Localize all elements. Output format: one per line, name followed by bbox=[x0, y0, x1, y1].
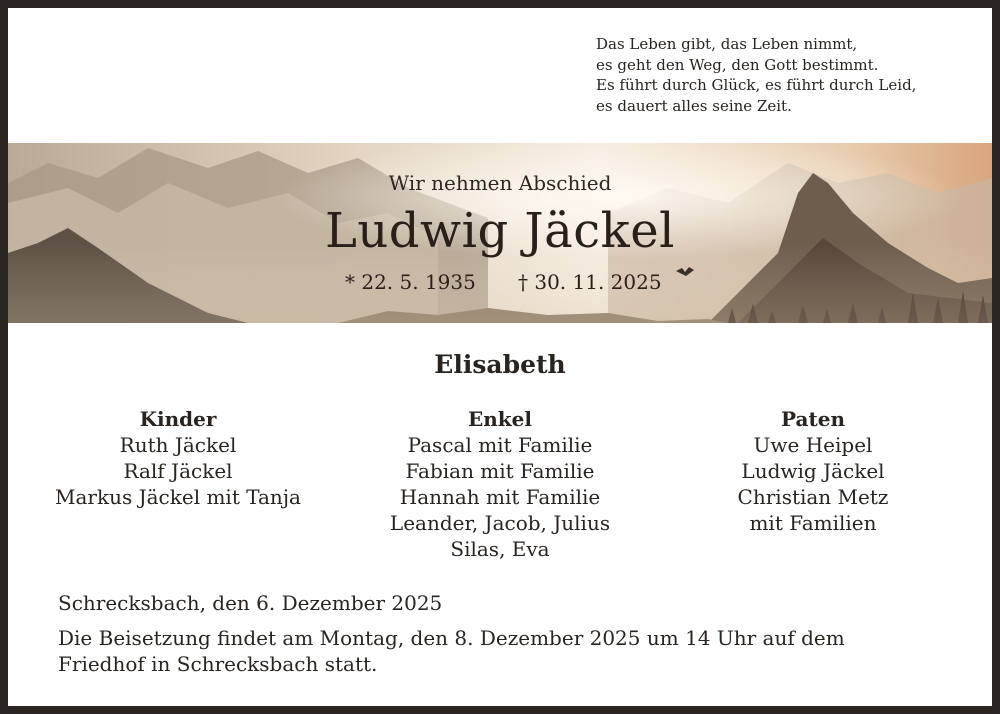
poem-line: Das Leben gibt, das Leben nimmt, bbox=[596, 35, 858, 53]
deceased-name: Ludwig Jäckel bbox=[324, 203, 676, 259]
mourners-column-paten bbox=[653, 406, 973, 536]
mourner-name: mit Familien bbox=[749, 511, 877, 535]
column-heading: Enkel bbox=[468, 407, 532, 431]
farewell-heading: Wir nehmen Abschied bbox=[388, 171, 612, 195]
mourner-name: Silas, Eva bbox=[450, 537, 550, 561]
mourner-name: Markus Jäckel mit Tanja bbox=[55, 485, 301, 509]
birth-date: * 22. 5. 1935 bbox=[345, 270, 476, 294]
spouse-name: Elisabeth bbox=[434, 350, 566, 379]
burial-line: Die Beisetzung findet am Montag, den 8. Dezember 2025 um 14 Uhr auf dem bbox=[58, 626, 845, 650]
mourners-column-kinder bbox=[18, 406, 338, 510]
mourner-name: Pascal mit Familie bbox=[407, 433, 593, 457]
mourner-name: Christian Metz bbox=[737, 485, 889, 509]
poem-line: es dauert alles seine Zeit. bbox=[596, 96, 792, 115]
mourner-name: Hannah mit Familie bbox=[399, 485, 601, 509]
place-and-date: Schrecksbach, den 6. Dezember 2025 bbox=[58, 591, 443, 615]
mourner-name: Ludwig Jäckel bbox=[741, 459, 885, 483]
obituary-notice bbox=[8, 8, 992, 706]
mourner-name: Fabian mit Familie bbox=[405, 459, 595, 483]
mourners-column-enkel bbox=[340, 406, 660, 562]
column-heading: Paten bbox=[781, 407, 845, 431]
death-date: † 30. 11. 2025 bbox=[518, 270, 662, 294]
burial-notice bbox=[58, 625, 938, 677]
mourner-name: Leander, Jacob, Julius bbox=[389, 511, 611, 535]
mourner-name: Uwe Heipel bbox=[753, 433, 873, 457]
poem bbox=[596, 34, 976, 116]
poem-line: Es führt durch Glück, es führt durch Leid, bbox=[596, 76, 917, 94]
poem-line: es geht den Weg, den Gott bestimmt. bbox=[596, 55, 879, 74]
mourner-name: Ruth Jäckel bbox=[119, 433, 237, 457]
column-heading: Kinder bbox=[139, 407, 217, 431]
burial-line: Friedhof in Schrecksbach statt. bbox=[58, 652, 378, 676]
mourner-name: Ralf Jäckel bbox=[123, 459, 233, 483]
